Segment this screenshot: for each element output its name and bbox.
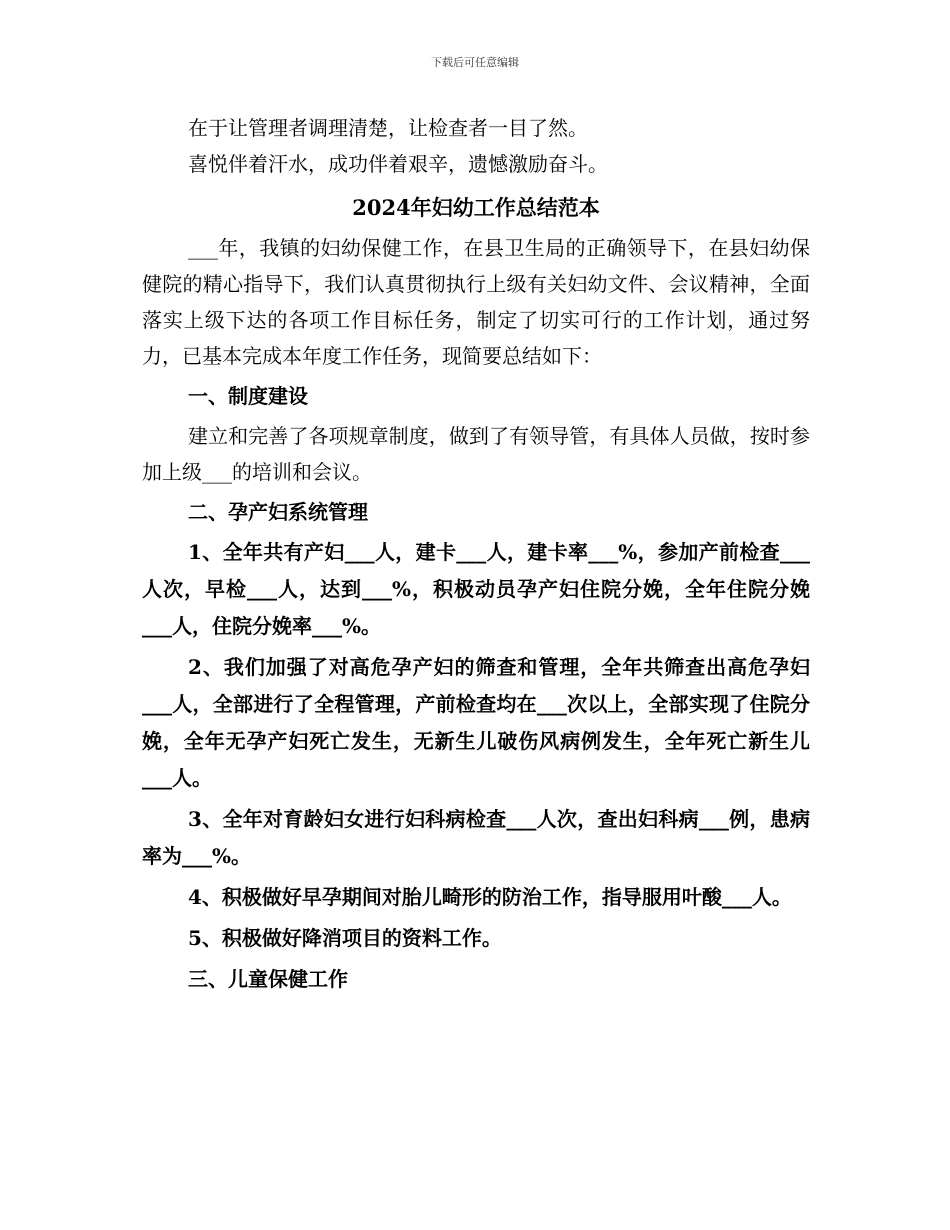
intro-line-1: 在于让管理者调理清楚，让检查者一目了然。 [188, 116, 588, 140]
page-header: 下载后可任意编辑 [431, 56, 519, 69]
intro-line-2: 喜悦伴着汗水，成功伴着艰辛，遗憾激励奋斗。 [188, 152, 608, 176]
list-item-5: 5、积极做好降消项目的资料工作。 [188, 926, 502, 950]
opening-paragraph: ___年，我镇的妇幼保健工作，在县卫生局的正确领导下，在县妇幼保健院的精心指导下，我们认真贯彻执行上级有关妇幼文件、会议精神，全面落实上级下达的各项工作目标任务，制定了切实可行的工作计划，通过努力，已基本完成本年度工作任务，现简要总结如下： [142, 236, 810, 368]
document-title: 2024年妇幼工作总结范本 [352, 195, 600, 220]
document-body [142, 110, 810, 1001]
list-item-2: 2、我们加强了对高危孕产妇的筛查和管理，全年共筛查出高危孕妇___人，全部进行了全程管理，产前检查均在___次以上，全部实现了住院分娩，全年无孕产妇死亡发生，无新生儿破伤风病例发生，全年死亡新生儿___人。 [142, 655, 810, 790]
section-heading-1: 一、制度建设 [188, 384, 308, 408]
section-heading-3: 三、儿童保健工作 [188, 967, 348, 991]
list-item-4: 4、积极做好早孕期间对胎儿畸形的防治工作，指导服用叶酸___人。 [188, 885, 792, 909]
list-item-1: 1、全年共有产妇___人，建卡___人，建卡率___%，参加产前检查___人次，早检___人，达到___%，积极动员孕产妇住院分娩，全年住院分娩___人，住院分娩率___%。 [142, 540, 810, 638]
list-item-3: 3、全年对育龄妇女进行妇科病检查___人次，查出妇科病___例，患病率为___%。 [142, 807, 810, 868]
section-heading-2: 二、孕产妇系统管理 [188, 500, 368, 524]
section-1-paragraph: 建立和完善了各项规章制度，做到了有领导管，有具体人员做，按时参加上级___的培训和会议。 [142, 424, 810, 484]
